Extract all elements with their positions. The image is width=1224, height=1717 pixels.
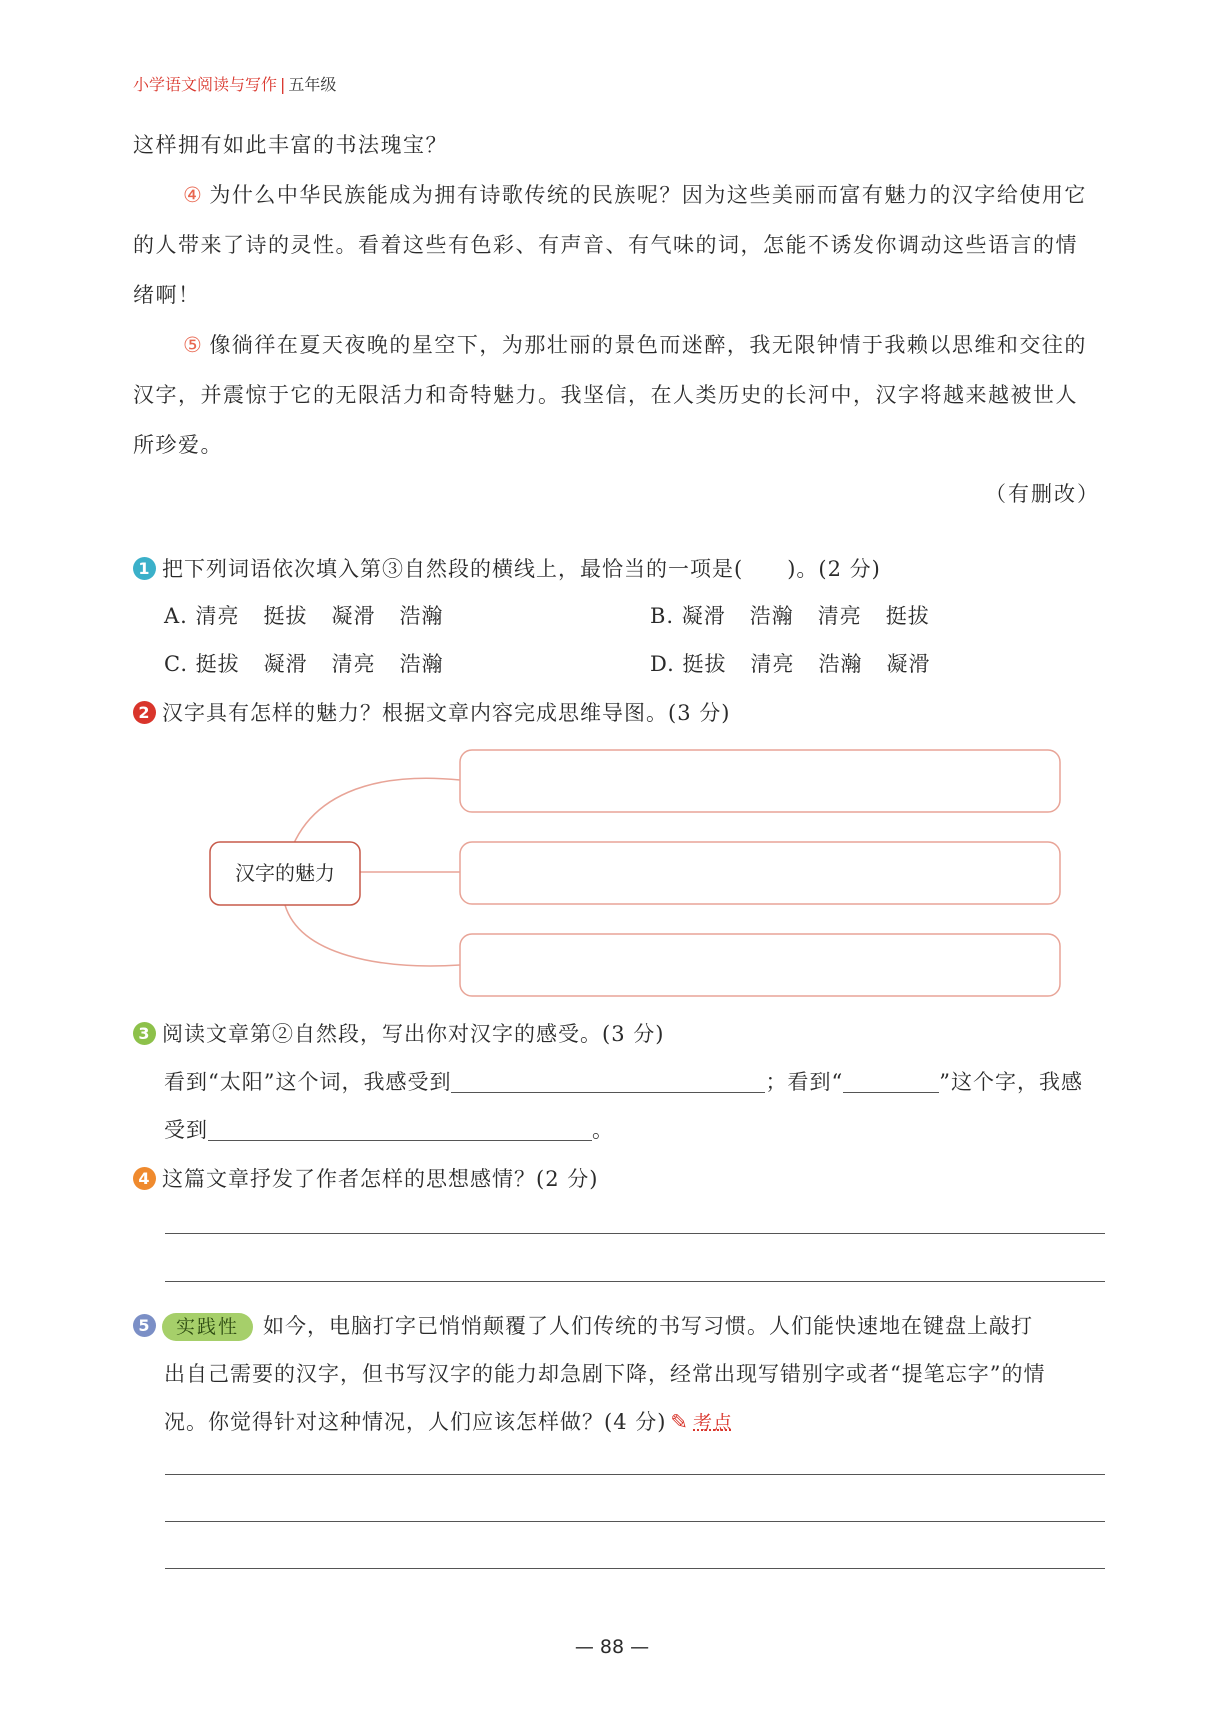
question-3 (133, 1018, 664, 1050)
option-b[interactable]: B. 凝滑 浩瀚 清亮 挺拔 (650, 604, 930, 628)
answer-blank-2[interactable] (843, 1070, 939, 1093)
answer-line[interactable] (165, 1281, 1105, 1282)
paragraph-4-text: 为什么中华民族能成为拥有诗歌传统的民族呢？因为这些美丽而富有魅力的汉字给使用它的人带来了诗的灵性。看着这些有色彩、有声音、有气味的词，怎能不诱发你调动这些语言的情绪啊！ (133, 183, 1087, 307)
mind-map-center-label: 汉字的魅力 (235, 861, 335, 885)
book-title: 小学语文阅读与写作 (133, 75, 278, 94)
option-d[interactable]: D. 挺拔 清亮 浩瀚 凝滑 (650, 652, 931, 676)
option-c[interactable]: C. 挺拔 凝滑 清亮 浩瀚 (164, 652, 444, 676)
paragraph-5-text: 像徜徉在夏天夜晚的星空下，为那壮丽的景色而迷醉，我无限钟情于我赖以思维和交往的汉字，并震惊于它的无限活力和奇特魅力。我坚信，在人类历史的长河中，汉字将越来越被世人所珍爱。 (133, 333, 1087, 457)
answer-box-1-input[interactable] (462, 752, 1058, 810)
pencil-icon: ✎ (670, 1410, 690, 1434)
answer-line[interactable] (165, 1233, 1105, 1234)
question-number-3: 3 (133, 1022, 156, 1045)
source-note: （有删改） (985, 482, 1100, 506)
paragraph-number-5: ⑤ (183, 333, 204, 357)
question-3-line-1: 看到“太阳”这个词，我感受到 ；看到“ ”这个字，我感 (164, 1070, 1083, 1094)
answer-line[interactable] (165, 1474, 1105, 1475)
paragraph-number-4: ④ (183, 183, 204, 207)
answer-box-3-input[interactable] (462, 936, 1058, 994)
question-4-text: 这篇文章抒发了作者怎样的思想感情？(2 分) (162, 1167, 599, 1191)
question-5 (133, 1310, 1033, 1342)
question-3-line-2: 受到 。 (164, 1118, 614, 1142)
passage-line-0: 这样拥有如此丰富的书法瑰宝？ (133, 133, 448, 157)
question-number-5: 5 (133, 1314, 156, 1337)
answer-line[interactable] (165, 1568, 1105, 1569)
question-5-line-1: 如今，电脑打字已悄悄颠覆了人们传统的书写习惯。人们能快速地在键盘上敲打 (263, 1314, 1034, 1338)
question-1-text: 把下列词语依次填入第③自然段的横线上，最恰当的一项是( )。(2 分) (162, 557, 881, 581)
practice-tag: 实践性 (162, 1313, 253, 1341)
answer-blank-3[interactable] (208, 1118, 592, 1141)
answer-blank-1[interactable] (451, 1070, 765, 1093)
page-header: 小学语文阅读与写作 | 五年级 (133, 75, 337, 94)
grade-label: 五年级 (288, 75, 337, 94)
kaodian-link[interactable]: 考点 (693, 1412, 734, 1434)
answer-line[interactable] (165, 1521, 1105, 1522)
question-number-4: 4 (133, 1167, 156, 1190)
question-2-text: 汉字具有怎样的魅力？根据文章内容完成思维导图。(3 分) (162, 701, 731, 725)
question-number-2: 2 (133, 701, 156, 724)
page-number: — 88 — (574, 1636, 650, 1658)
question-4 (133, 1163, 598, 1195)
question-5-line-2: 出自己需要的汉字，但书写汉字的能力却急剧下降，经常出现写错别字或者“提笔忘字”的情 (164, 1362, 1046, 1386)
question-number-1: 1 (133, 557, 156, 580)
answer-box-2-input[interactable] (462, 844, 1058, 902)
question-5-line-3: 况。你觉得针对这种情况，人们应该怎样做？(4 分) ✎ 考点 (164, 1410, 734, 1434)
option-a[interactable]: A. 清亮 挺拔 凝滑 浩瀚 (164, 604, 444, 628)
question-3-text: 阅读文章第②自然段，写出你对汉字的感受。(3 分) (162, 1022, 665, 1046)
